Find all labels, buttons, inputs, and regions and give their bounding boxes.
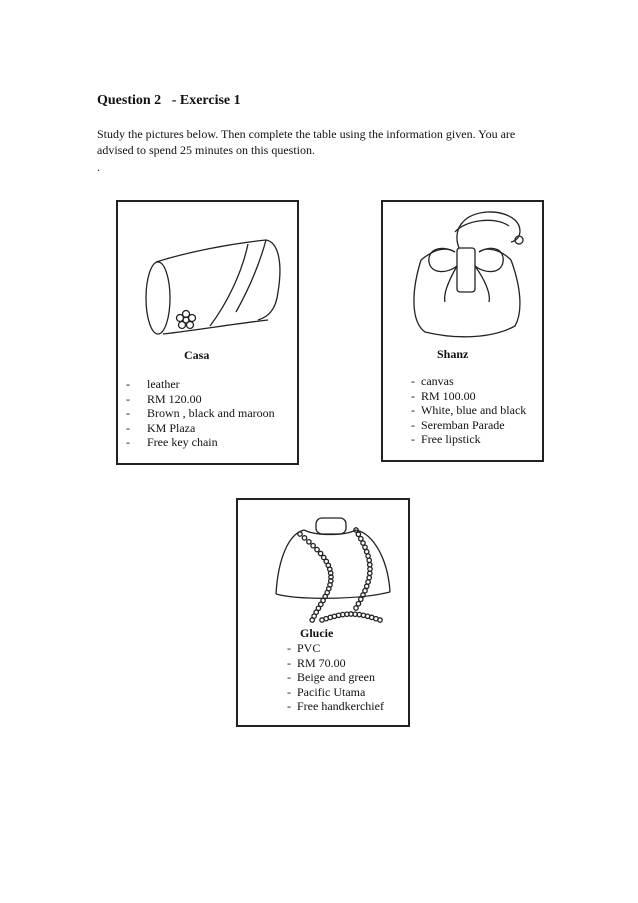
stray-dot: . [97,160,100,174]
feature-item: - Beige and green [287,670,375,684]
feature-item: - RM 100.00 [411,388,476,403]
feature-list [411,374,526,447]
feature-item: - leather [126,377,180,391]
bead-icon [356,602,360,606]
feature-list [126,377,275,450]
feature-item: - RM 120.00 [126,391,202,406]
bead-icon [359,597,363,601]
feature-item: - White, blue and black [411,403,527,417]
feature-list [287,641,384,714]
bead-icon [311,544,315,548]
feature-item: - Brown , black and maroon [126,406,275,420]
bead-string-icon [298,528,382,622]
feature-item: - Free lipstick [411,432,481,446]
bead-icon [367,558,371,562]
bag-card-shanz [381,200,544,462]
bow-handbag-sketch-icon [383,202,542,347]
bag-name: Casa [184,348,210,362]
clutch-bag-sketch-icon [118,202,297,347]
bead-icon [356,532,360,536]
bag-card-casa [116,200,299,465]
feature-item: - KM Plaza [126,420,196,435]
feature-item: - canvas [411,374,454,388]
bead-icon [307,540,311,544]
bag-card-glucie [236,498,410,727]
bead-icon [315,547,319,551]
question-label: Question 2 [97,93,162,108]
bead-icon [363,545,367,549]
bead-icon [302,536,306,540]
bead-icon [310,618,314,622]
feature-item: - Free key chain [126,435,218,449]
bag-name: Shanz [437,347,469,361]
feature-item: - Seremban Parade [411,417,505,432]
bead-icon [298,532,302,536]
feature-item: - PVC [287,641,321,655]
bead-icon [354,606,358,610]
feature-item: - Free handkerchief [287,699,384,713]
question-heading [97,93,241,109]
bead-icon [378,618,382,622]
instructions-text: Study the pictures below. Then complete the table using the information given. You are advised to spend 25 minutes on this question. [97,127,516,157]
beaded-purse-sketch-icon [238,500,408,628]
bag-name: Glucie [300,626,334,640]
exercise-label: - Exercise 1 [171,93,241,108]
bead-icon [365,584,369,588]
feature-item: - RM 70.00 [287,655,346,670]
feature-item: - Pacific Utama [287,684,366,699]
bead-icon [318,551,322,555]
